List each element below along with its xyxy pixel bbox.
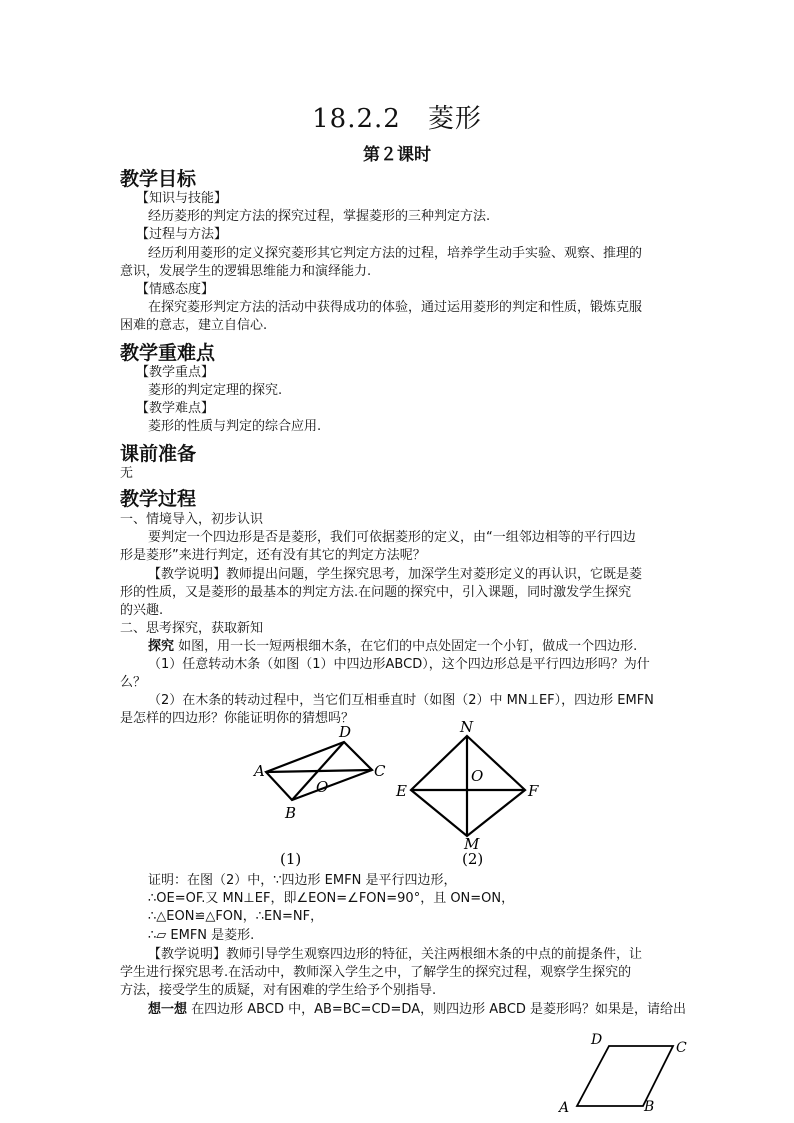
fig3-label-a: A: [559, 1100, 570, 1116]
step1-paragraph-line1: 要判定一个四边形是否是菱形，我们可依据菱形的定义，由“一组邻边相等的平行四边: [148, 530, 636, 545]
think-text: 在四边形 ABCD 中，AB=BC=CD=DA，则四边形 ABCD 是菱形吗？如果是，请给出: [187, 1002, 687, 1017]
fig3-label-d: D: [591, 1032, 603, 1048]
proof-line4: ∴▱ EMFN 是菱形.: [148, 928, 255, 943]
question1-line2: 么？: [120, 675, 147, 690]
emotion-tag: 【情感态度】: [136, 282, 215, 297]
fig1-label-c: C: [374, 762, 386, 780]
process-text-line1: 经历利用菱形的定义探究菱形其它判定方法的过程，培养学生动手实验、观察、推理的: [148, 246, 643, 261]
explore-paragraph: [148, 638, 637, 656]
fig2-label-n: N: [460, 718, 474, 736]
focus-tag: 【教学重点】: [136, 365, 215, 380]
section-heading-prep: 课前准备: [120, 443, 197, 465]
proof-line3: ∴△EON≌△FON，∴EN=NF，: [148, 909, 324, 924]
proof-line1: 证明：在图（2）中，∵四边形 EMFN 是平行四边形，: [148, 873, 457, 888]
note2-line3: 方法，接受学生的质疑，对有困难的学生给予个别指导.: [120, 983, 437, 998]
fig2-label-m: M: [464, 835, 480, 853]
question2-line2: 是怎样的四边形？你能证明你的猜想吗？: [120, 711, 355, 726]
difficulty-text: 菱形的性质与判定的综合应用.: [148, 419, 322, 434]
note2-line2: 学生进行探究思考.在活动中，教师深入学生之中，了解学生的探究过程，观察学生探究的: [120, 965, 632, 980]
prep-text: 无: [120, 466, 134, 481]
step2-heading: 二、思考探究，获取新知: [120, 621, 264, 636]
fig1-label-d: D: [339, 723, 352, 741]
section-heading-key-points: 教学重难点: [120, 342, 216, 364]
think-label: 想一想: [148, 1002, 188, 1017]
fig2-label-o: O: [471, 767, 484, 785]
note1-line1: 【教学说明】教师提出问题，学生探究思考，加深学生对菱形定义的再认识，它既是菱: [148, 567, 643, 582]
page-subtitle: 第２课时: [363, 145, 431, 165]
emotion-text-line2: 困难的意志，建立自信心.: [120, 318, 268, 333]
step1-heading: 一、情境导入，初步认识: [120, 512, 264, 527]
focus-text: 菱形的判定定理的探究.: [148, 383, 283, 398]
page-title: 18.2.2 菱形: [312, 104, 482, 134]
fig2-label-f: F: [528, 782, 539, 800]
difficulty-tag: 【教学难点】: [136, 401, 215, 416]
figure-2-rhombus: [411, 736, 525, 836]
note1-line2: 形的性质，又是菱形的最基本的判定方法.在问题的探究中，引入课题，同时激发学生探究: [120, 585, 632, 600]
figure-quadrilaterals: [240, 718, 560, 873]
fig3-label-c: C: [676, 1040, 687, 1056]
knowledge-tag: 【知识与技能】: [136, 191, 228, 206]
fig2-caption: (2): [462, 850, 484, 868]
knowledge-text: 经历菱形的判定方法的探究过程，掌握菱形的三种判定方法.: [148, 209, 491, 224]
fig1-caption: (1): [280, 850, 302, 868]
section-heading-process: 教学过程: [120, 488, 197, 510]
emotion-text-line1: 在探究菱形判定方法的活动中获得成功的体验，通过运用菱形的判定和性质，锻炼克服: [148, 300, 643, 315]
fig1-label-b: B: [285, 804, 297, 822]
figure-3-rhombus: [555, 1030, 705, 1120]
note1-line3: 的兴趣.: [120, 603, 164, 618]
question1-line1: （1）任意转动木条（如图（1）中四边形ABCD），这个四边形总是平行四边形吗？为什: [148, 657, 650, 672]
question2-line1: （2）在木条的转动过程中，当它们互相垂直时（如图（2）中 MN⊥EF），四边形 EMFN: [148, 693, 654, 708]
process-text-line2: 意识，发展学生的逻辑思维能力和演绎能力.: [120, 264, 372, 279]
section-heading-goals: 教学目标: [120, 168, 197, 190]
proof-line2: ∴OE=OF.又 MN⊥EF，即∠EON=∠FON=90°，且 ON=ON，: [148, 891, 515, 906]
note2-line1: 【教学说明】教师引导学生观察四边形的特征，关注两根细木条的中点的前提条件，让: [148, 947, 643, 962]
process-tag: 【过程与方法】: [136, 227, 228, 242]
think-paragraph: [148, 1001, 686, 1019]
fig1-label-a: A: [254, 762, 265, 780]
fig2-label-e: E: [396, 782, 407, 800]
fig1-label-o: O: [316, 778, 329, 796]
explore-text: 如图，用一长一短两根细木条，在它们的中点处固定一个小钉，做成一个四边形.: [174, 639, 638, 654]
fig3-label-b: B: [644, 1099, 655, 1115]
step1-paragraph-line2: 形是菱形”来进行判定，还有没有其它的判定方法呢？: [120, 548, 426, 563]
explore-label: 探究: [148, 639, 175, 654]
